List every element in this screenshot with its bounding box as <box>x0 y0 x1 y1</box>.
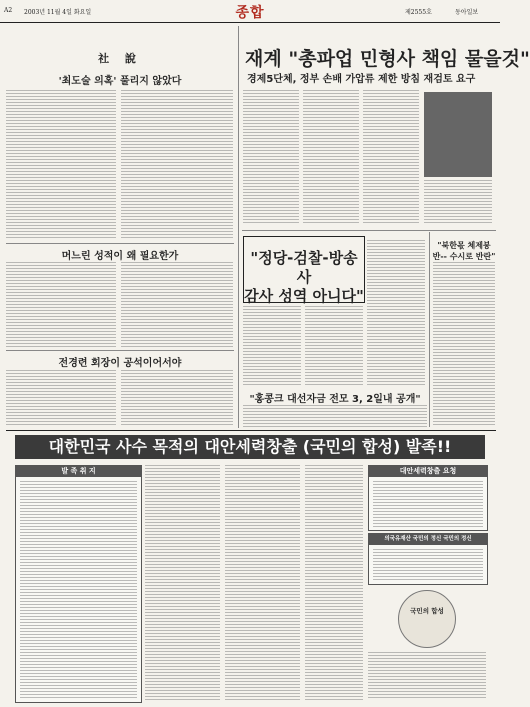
ad-left-box-title: 발 족 취 지 <box>16 466 141 477</box>
photo-caption <box>424 180 492 225</box>
ad-right-text <box>373 481 483 527</box>
boxed-col-1 <box>243 306 301 386</box>
page-date: 2003년 11월 4일 화요일 <box>24 9 92 16</box>
ad-right-box-2-title: 의국유재산 국민의 정신 국민의 정신 <box>369 534 487 545</box>
right-col <box>433 262 495 425</box>
ad-right-box-title: 대안세력창출 요청 <box>369 466 487 477</box>
ad-text-col-1 <box>145 465 220 701</box>
editorial-label: 社 說 <box>98 52 142 65</box>
divider <box>6 243 234 244</box>
ad-right-box-2 <box>368 533 488 585</box>
lead-headline: 재계 "총파업 민형사 책임 물을것" <box>245 48 530 70</box>
middle-headline: "홍콩크 대선자금 전모 3, 2일내 공개" <box>249 394 421 405</box>
ad-left-text <box>20 481 137 699</box>
lead-subheadline: 경제5단체, 정부 손배 가압류 제한 방침 재검토 요구 <box>247 74 476 85</box>
ad-text-col-2 <box>225 465 300 701</box>
section-name: 종합 <box>235 5 265 21</box>
lead-col-1 <box>243 90 299 225</box>
editorial-2-col-a <box>6 262 116 347</box>
ad-banner: 대한민국 사수 목적의 대안세력창출 (국민의 합성) 발족!! <box>15 435 485 459</box>
ad-left-box <box>15 465 142 703</box>
issue-number: 제2555호 <box>405 9 432 16</box>
right-headline: "북한몫 체제붕반-- 수시로 반란" <box>432 241 496 261</box>
editorial-1-col-a <box>6 90 116 240</box>
lead-col-2 <box>303 90 359 225</box>
editorial-3-col-b <box>121 370 233 425</box>
divider <box>242 230 496 231</box>
editorial-2-col-b <box>121 262 233 347</box>
editorial-headline-1: '최도술 의혹' 풀리지 않았다 <box>58 76 182 87</box>
emblem-label: 국민의 합성 <box>410 607 444 615</box>
editorial-3-col-a <box>6 370 116 425</box>
editorial-headline-2: 머느린 성적이 왜 필요한가 <box>61 251 179 262</box>
ad-top-rule <box>6 430 496 431</box>
page-number: A2 <box>4 7 13 14</box>
editorial-1-col-b <box>121 90 233 240</box>
ad-contact-text <box>368 652 486 700</box>
column-divider <box>429 232 430 427</box>
boxed-headline-frame <box>243 236 365 303</box>
editorial-headline-3: 전경련 회장이 공석이어서야 <box>58 358 182 369</box>
column-divider <box>238 26 239 428</box>
ad-right-box <box>368 465 488 531</box>
emblem-logo <box>398 590 456 648</box>
middle-col <box>243 405 427 427</box>
news-photo <box>424 92 492 177</box>
boxed-headline-line1: "정당-검찰-방송사 <box>250 249 358 286</box>
boxed-headline-line2: 감사 성역 아니다" <box>244 287 364 305</box>
ad-right-text-2 <box>373 549 483 581</box>
boxed-col-2 <box>305 306 363 386</box>
ad-text-col-3 <box>305 465 363 701</box>
divider <box>6 350 234 351</box>
lead-col-3 <box>363 90 419 225</box>
paper-name: 동아일보 <box>455 9 479 16</box>
boxed-col-3 <box>367 240 425 386</box>
